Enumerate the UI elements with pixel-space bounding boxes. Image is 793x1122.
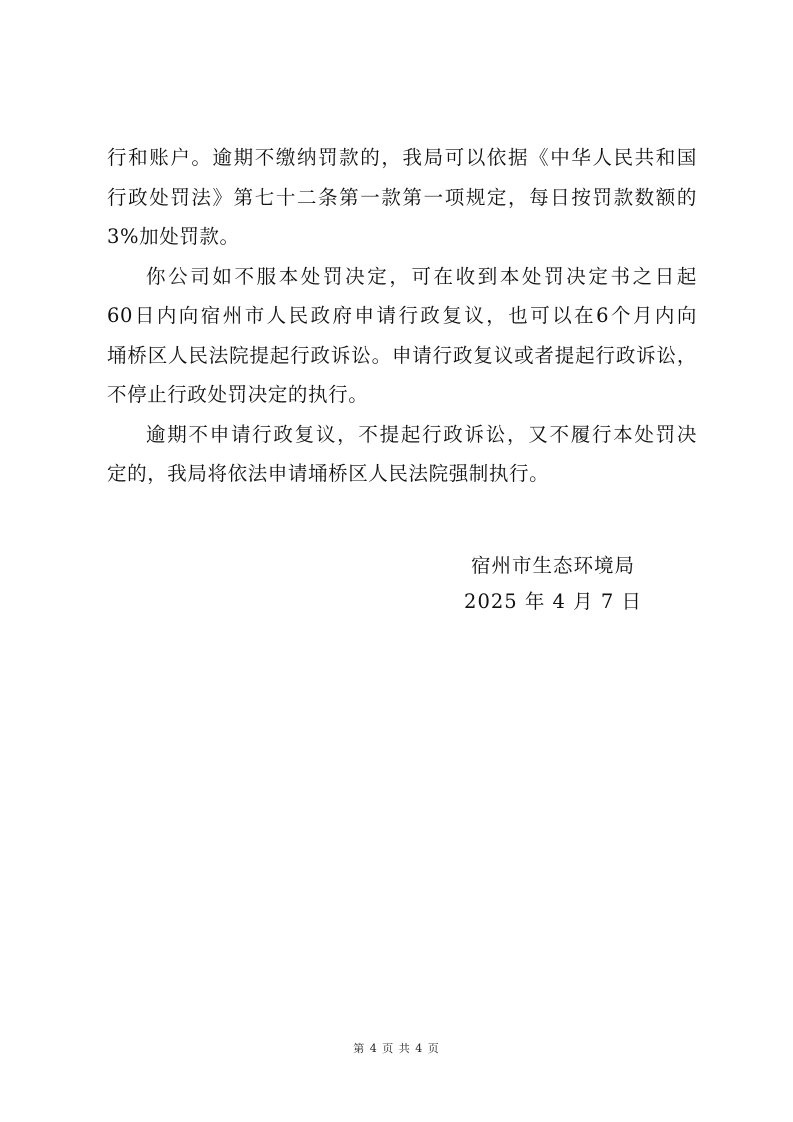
paragraph-line: 定的，我局将依法申请埇桥区人民法院强制执行。: [107, 462, 550, 485]
paragraph-line: 不停止行政处罚决定的执行。: [107, 383, 369, 406]
issue-date: 2025 年 4 月 7 日: [464, 590, 642, 613]
paragraph-line: 60日内向宿州市人民政府申请行政复议，也可以在6个月内向: [107, 304, 697, 327]
paragraph-line: 3%加处罚款。: [107, 225, 240, 248]
paragraph-line: 你公司如不服本处罚决定，可在收到本处罚决定书之日起: [146, 264, 697, 288]
issuing-organization: 宿州市生态环境局: [470, 554, 635, 577]
body-text: [107, 138, 697, 494]
paragraph-line: 埇桥区人民法院提起行政诉讼。申请行政复议或者提起行政诉讼，: [107, 343, 697, 367]
page-number-footer: 第 4 页 共 4 页: [353, 1042, 440, 1055]
paragraph-line: 逾期不申请行政复议，不提起行政诉讼，又不履行本处罚决: [146, 422, 697, 446]
paragraph-line: 行和账户。逾期不缴纳罚款的，我局可以依据《中华人民共和国: [107, 146, 697, 169]
paragraph-line: 行政处罚法》第七十二条第一款第一项规定，每日按罚款数额的: [107, 185, 697, 209]
signature-block: [463, 548, 643, 620]
